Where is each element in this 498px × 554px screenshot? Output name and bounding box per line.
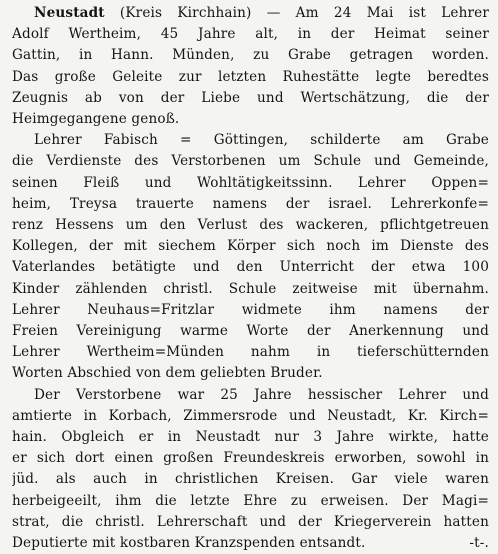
article-line: herbeigeeilt, ihm die letzte Ehre zu erweisen. Der Magi= <box>12 492 489 509</box>
article-line: Lehrer Neuhaus=Fritzlar widmete ihm namens der <box>12 301 489 318</box>
article-line: jüd. als auch in christlichen Kreisen. Gar viele waren <box>12 471 489 488</box>
article-line: renz Hessens um den Verlust des wackeren, pflichtgetreuen <box>12 217 489 234</box>
article-line: Adolf Wertheim, 45 Jahre alt, in der Heimat seiner <box>12 26 489 43</box>
article-line: Freien Vereinigung warme Worte der Anerkennung und <box>12 323 489 340</box>
article-line: Der Verstorbene war 25 Jahre hessischer Lehrer und <box>34 386 489 403</box>
article-line: die Verdienste des Verstorbenen um Schule und Gemeinde, <box>12 153 489 170</box>
article-line: Lehrer Fabisch = Göttingen, schilderte am Grabe <box>34 132 489 149</box>
article-line: Das große Geleite zur letzten Ruhestätte legte beredtes <box>12 68 489 85</box>
article-line: Zeugnis ab von der Liebe und Wertschätzung, die der <box>12 89 489 106</box>
article-line: Gattin, in Hann. Münden, zu Grabe getragen worden. <box>12 47 489 64</box>
article-heading: Neustadt <box>34 5 105 21</box>
article-line: amtierte in Korbach, Zimmersrode und Neustadt, Kr. Kirch= <box>12 407 489 424</box>
article-line: Neustadt (Kreis Kirchhain) — Am 24 Mai ist Lehrer <box>34 5 489 21</box>
article-line: heim, Treysa trauerte namens der israel. Lehrerkonfe= <box>12 195 489 212</box>
article-line: Heimgegangene genoß. <box>12 111 180 128</box>
article-line: Lehrer Wertheim=Münden nahm in tieferschütternden <box>12 344 489 361</box>
article-line: strat, die christl. Lehrerschaft und der Kriegerverein hatten <box>12 513 489 530</box>
article-line: Deputierte mit kostbaren Kranzspenden entsandt. -t-. <box>12 533 489 554</box>
article-line: Kinder zählenden christl. Schule zeitweise mit übernahm. <box>12 280 489 297</box>
article-line: er sich dort einen großen Freundeskreis erworben, sowohl in <box>12 450 489 467</box>
article-line: Kollegen, der mit siechem Körper sich noch im Dienste des <box>12 238 489 255</box>
article-line: seinen Fleiß und Wohltätigkeitssinn. Lehrer Oppen= <box>12 174 489 191</box>
article-line: hain. Obgleich er in Neustadt nur 3 Jahre wirkte, hatte <box>12 429 489 446</box>
author-signature: -t-. <box>469 535 489 552</box>
article-line: Vaterlandes betätigte und den Unterricht der etwa 100 <box>12 259 489 276</box>
article-line: Worten Abschied von dem geliebten Bruder. <box>12 365 323 382</box>
